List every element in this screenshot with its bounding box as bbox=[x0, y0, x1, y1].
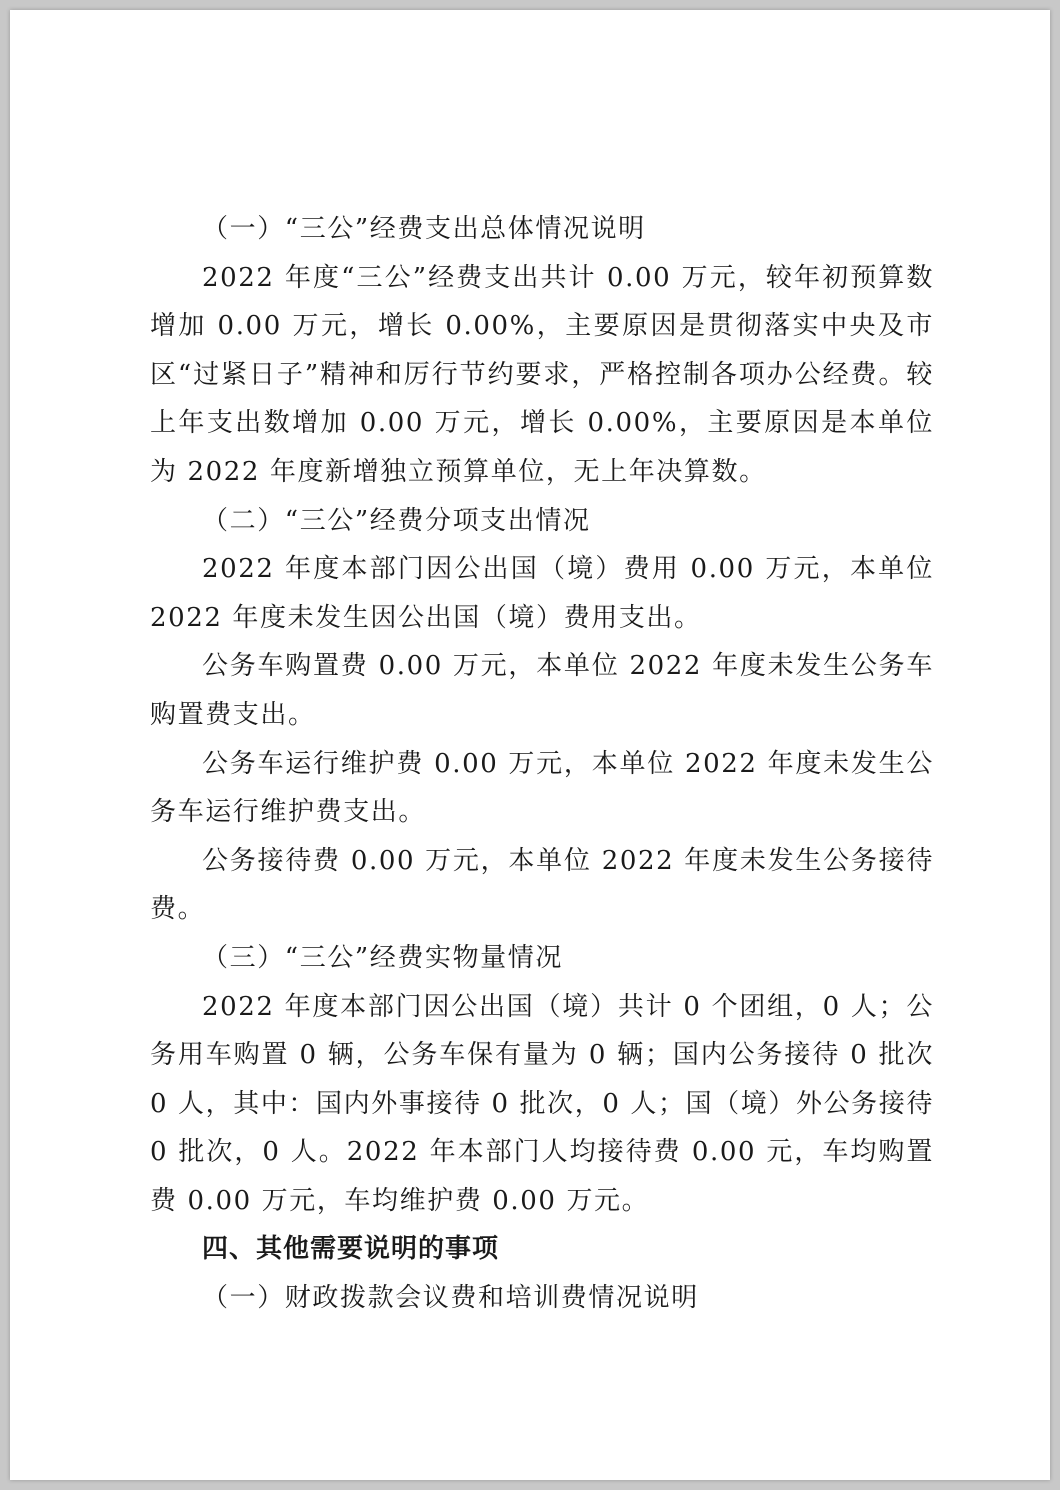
section-subheading-physical: （三）“三公”经费实物量情况 bbox=[202, 942, 563, 973]
paragraph-physical-quantity: 2022 年度本部门因公出国（境）共计 0 个团组，0 人；公务用车购置 0 辆，公务车保有量为 0 辆；国内公务接待 0 批次 0 人，其中：国内外事接待 0 批次，0 人；国（境）外公务接待 0 批次，0 人。2022 年本部门人均接待费 0.00 元，车均购置费 0.00 万元，车均维护费 0.00 万元。 bbox=[150, 991, 934, 1216]
section-heading-other-matters: 四、其他需要说明的事项 bbox=[202, 1234, 500, 1265]
paragraph-overall-expenditure: 2022 年度“三公”经费支出共计 0.00 万元，较年初预算数增加 0.00 万元，增长 0.00%，主要原因是贯彻落实中央及市区“过紧日子”精神和厉行节约要求，严格控制各项办公经费。较上年支出数增加 0.00 万元，增长 0.00%，主要原因是本单位为 2022 年度新增独立预算单位，无上年决算数。 bbox=[150, 262, 934, 487]
section-subheading-itemized: （二）“三公”经费分项支出情况 bbox=[202, 505, 591, 536]
paragraph-vehicle-purchase: 公务车购置费 0.00 万元，本单位 2022 年度未发生公务车购置费支出。 bbox=[150, 651, 934, 730]
paragraph-reception: 公务接待费 0.00 万元，本单位 2022 年度未发生公务接待费。 bbox=[150, 845, 934, 925]
paragraph-vehicle-maintenance: 公务车运行维护费 0.00 万元，本单位 2022 年度未发生公务车运行维护费支出。 bbox=[150, 748, 934, 828]
document-page bbox=[10, 10, 1050, 1480]
paragraph-overseas-travel: 2022 年度本部门因公出国（境）费用 0.00 万元，本单位 2022 年度未发生因公出国（境）费用支出。 bbox=[150, 554, 934, 633]
section-subheading-meeting-training: （一）财政拨款会议费和培训费情况说明 bbox=[202, 1283, 699, 1314]
section-subheading-overall: （一）“三公”经费支出总体情况说明 bbox=[202, 214, 646, 244]
document-body bbox=[150, 205, 934, 1323]
